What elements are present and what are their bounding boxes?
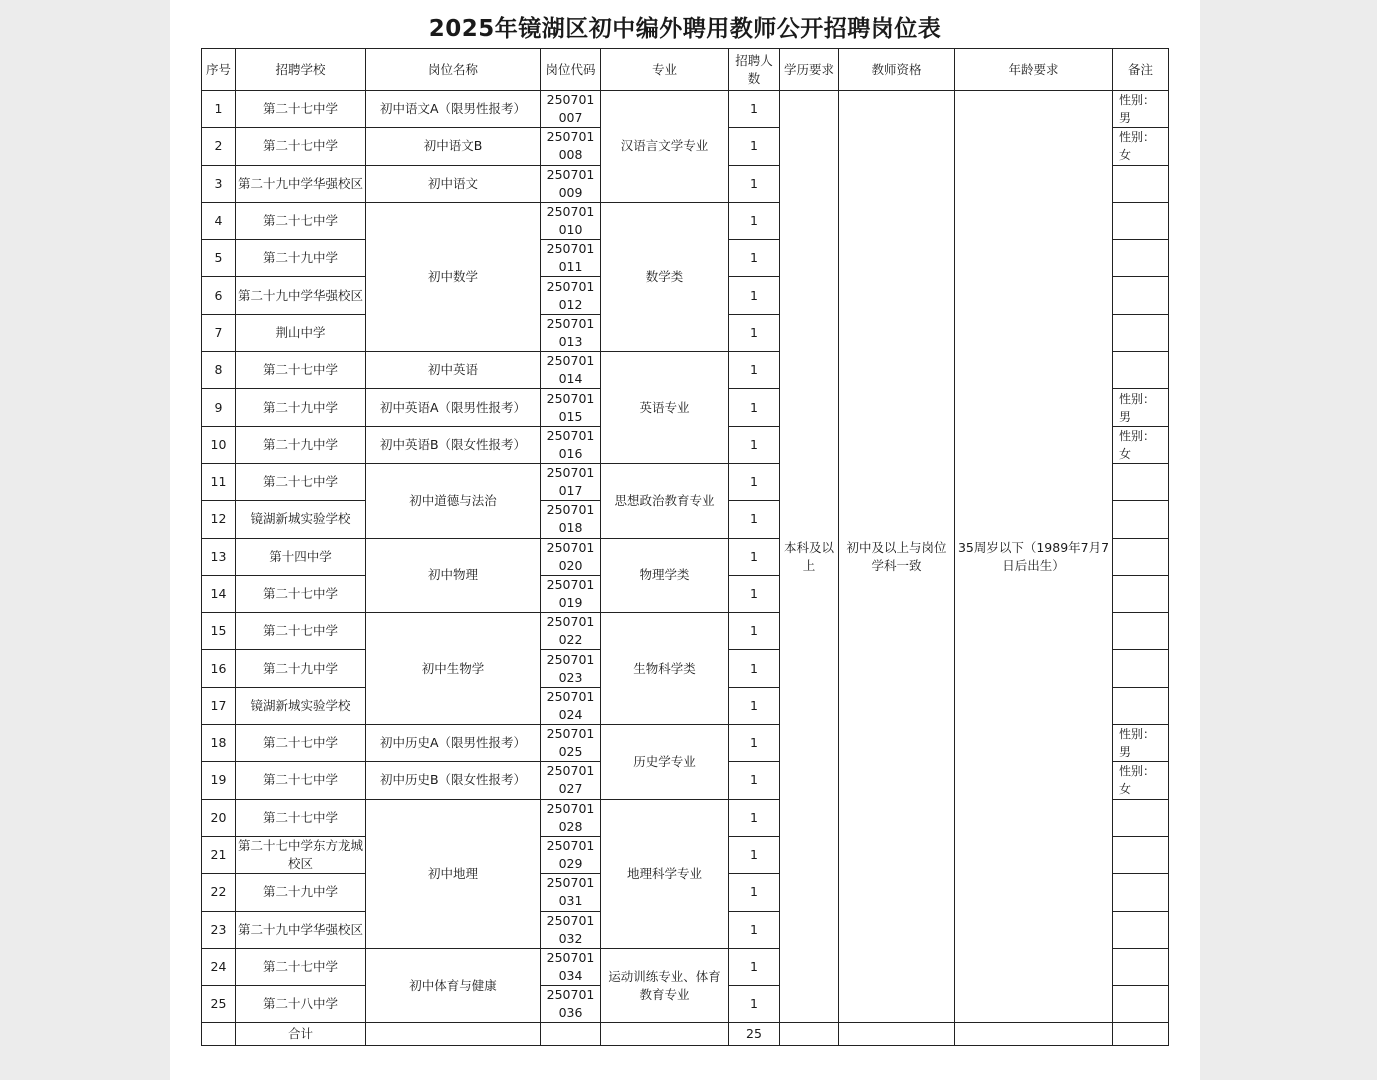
school-cell: 第十四中学 [236, 538, 366, 575]
table-body [202, 91, 1169, 1046]
count-cell: 1 [729, 986, 780, 1023]
major-cell: 英语专业 [601, 352, 729, 464]
code-cell: 250701 032 [541, 911, 601, 948]
seq-cell: 14 [202, 575, 236, 612]
code-cell: 250701 018 [541, 501, 601, 538]
count-cell: 1 [729, 575, 780, 612]
position-cell: 初中语文A（限男性报考） [366, 91, 541, 128]
seq-cell: 2 [202, 128, 236, 165]
remark-cell: 性别：女 [1113, 762, 1169, 799]
total-empty-cell [601, 1023, 729, 1046]
header-education: 学历要求 [780, 49, 839, 91]
remark-cell [1113, 463, 1169, 500]
remark-cell [1113, 799, 1169, 836]
code-cell: 250701 022 [541, 613, 601, 650]
position-cell: 初中道德与法治 [366, 463, 541, 538]
education-cell: 本科及以上 [780, 91, 839, 1023]
total-empty-cell [780, 1023, 839, 1046]
remark-cell [1113, 165, 1169, 202]
seq-cell: 23 [202, 911, 236, 948]
remark-cell [1113, 948, 1169, 985]
school-cell: 第二十八中学 [236, 986, 366, 1023]
count-cell: 1 [729, 463, 780, 500]
remark-cell: 性别：女 [1113, 426, 1169, 463]
major-cell: 生物科学类 [601, 613, 729, 725]
major-cell: 思想政治教育专业 [601, 463, 729, 538]
total-label: 合计 [236, 1023, 366, 1046]
code-cell: 250701 015 [541, 389, 601, 426]
count-cell: 1 [729, 911, 780, 948]
code-cell: 250701 008 [541, 128, 601, 165]
code-cell: 250701 029 [541, 836, 601, 873]
count-cell: 1 [729, 165, 780, 202]
total-empty-cell [541, 1023, 601, 1046]
seq-cell: 17 [202, 687, 236, 724]
remark-cell: 性别：男 [1113, 91, 1169, 128]
count-cell: 1 [729, 836, 780, 873]
code-cell: 250701 010 [541, 202, 601, 239]
remark-cell [1113, 874, 1169, 911]
seq-cell: 1 [202, 91, 236, 128]
school-cell: 第二十七中学 [236, 613, 366, 650]
school-cell: 第二十七中学 [236, 799, 366, 836]
count-cell: 1 [729, 501, 780, 538]
count-cell: 1 [729, 613, 780, 650]
school-cell: 第二十九中学华强校区 [236, 277, 366, 314]
remark-cell [1113, 650, 1169, 687]
count-cell: 1 [729, 948, 780, 985]
school-cell: 第二十七中学 [236, 463, 366, 500]
code-cell: 250701 028 [541, 799, 601, 836]
position-cell: 初中语文 [366, 165, 541, 202]
remark-cell [1113, 613, 1169, 650]
count-cell: 1 [729, 314, 780, 351]
count-cell: 1 [729, 538, 780, 575]
count-cell: 1 [729, 762, 780, 799]
school-cell: 第二十九中学华强校区 [236, 165, 366, 202]
school-cell: 第二十七中学 [236, 725, 366, 762]
major-cell: 运动训练专业、体育教育专业 [601, 948, 729, 1023]
total-count: 25 [729, 1023, 780, 1046]
count-cell: 1 [729, 426, 780, 463]
seq-cell: 21 [202, 836, 236, 873]
count-cell: 1 [729, 687, 780, 724]
remark-cell [1113, 352, 1169, 389]
code-cell: 250701 011 [541, 240, 601, 277]
count-cell: 1 [729, 725, 780, 762]
seq-cell: 25 [202, 986, 236, 1023]
remark-cell [1113, 911, 1169, 948]
seq-cell: 24 [202, 948, 236, 985]
total-empty-cell [366, 1023, 541, 1046]
school-cell: 第二十七中学东方龙城校区 [236, 836, 366, 873]
code-cell: 250701 012 [541, 277, 601, 314]
header-code: 岗位代码 [541, 49, 601, 91]
document-title: 2025年镜湖区初中编外聘用教师公开招聘岗位表 [428, 16, 942, 42]
school-cell: 第二十九中学 [236, 389, 366, 426]
count-cell: 1 [729, 277, 780, 314]
seq-cell: 15 [202, 613, 236, 650]
seq-cell: 8 [202, 352, 236, 389]
seq-cell: 11 [202, 463, 236, 500]
seq-cell: 10 [202, 426, 236, 463]
remark-cell: 性别：男 [1113, 725, 1169, 762]
school-cell: 第二十九中学 [236, 240, 366, 277]
header-age: 年龄要求 [955, 49, 1113, 91]
school-cell: 镜湖新城实验学校 [236, 501, 366, 538]
count-cell: 1 [729, 352, 780, 389]
code-cell: 250701 034 [541, 948, 601, 985]
seq-cell: 20 [202, 799, 236, 836]
code-cell: 250701 007 [541, 91, 601, 128]
position-cell: 初中历史B（限女性报考） [366, 762, 541, 799]
seq-cell: 13 [202, 538, 236, 575]
code-cell: 250701 036 [541, 986, 601, 1023]
header-position: 岗位名称 [366, 49, 541, 91]
header-school: 招聘学校 [236, 49, 366, 91]
remark-cell: 性别：女 [1113, 128, 1169, 165]
total-row [202, 1023, 1169, 1046]
position-cell: 初中英语 [366, 352, 541, 389]
count-cell: 1 [729, 202, 780, 239]
total-empty-cell [839, 1023, 955, 1046]
major-cell: 历史学专业 [601, 725, 729, 800]
header-major: 专业 [601, 49, 729, 91]
school-cell: 第二十七中学 [236, 762, 366, 799]
remark-cell [1113, 986, 1169, 1023]
school-cell: 第二十九中学 [236, 874, 366, 911]
position-cell: 初中生物学 [366, 613, 541, 725]
header-count: 招聘人数 [729, 49, 780, 91]
seq-cell: 7 [202, 314, 236, 351]
age-cell: 35周岁以下（1989年7月7日后出生） [955, 91, 1113, 1023]
seq-cell: 18 [202, 725, 236, 762]
major-cell: 汉语言文学专业 [601, 91, 729, 203]
remark-cell [1113, 314, 1169, 351]
qualification-cell: 初中及以上与岗位学科一致 [839, 91, 955, 1023]
remark-cell [1113, 836, 1169, 873]
document-page [170, 0, 1200, 1080]
school-cell: 第二十七中学 [236, 91, 366, 128]
seq-cell: 19 [202, 762, 236, 799]
seq-cell: 4 [202, 202, 236, 239]
school-cell: 第二十七中学 [236, 202, 366, 239]
code-cell: 250701 019 [541, 575, 601, 612]
total-seq-cell [202, 1023, 236, 1046]
school-cell: 第二十七中学 [236, 575, 366, 612]
school-cell: 第二十七中学 [236, 948, 366, 985]
code-cell: 250701 016 [541, 426, 601, 463]
count-cell: 1 [729, 389, 780, 426]
school-cell: 第二十七中学 [236, 352, 366, 389]
code-cell: 250701 031 [541, 874, 601, 911]
seq-cell: 3 [202, 165, 236, 202]
school-cell: 荆山中学 [236, 314, 366, 351]
remark-cell: 性别：男 [1113, 389, 1169, 426]
total-empty-cell [955, 1023, 1113, 1046]
position-cell: 初中数学 [366, 202, 541, 351]
count-cell: 1 [729, 91, 780, 128]
seq-cell: 5 [202, 240, 236, 277]
position-cell: 初中英语A（限男性报考） [366, 389, 541, 426]
total-empty-cell [1113, 1023, 1169, 1046]
count-cell: 1 [729, 240, 780, 277]
remark-cell [1113, 687, 1169, 724]
seq-cell: 16 [202, 650, 236, 687]
count-cell: 1 [729, 650, 780, 687]
remark-cell [1113, 501, 1169, 538]
remark-cell [1113, 240, 1169, 277]
position-cell: 初中体育与健康 [366, 948, 541, 1023]
position-cell: 初中地理 [366, 799, 541, 948]
school-cell: 第二十九中学 [236, 650, 366, 687]
position-cell: 初中语文B [366, 128, 541, 165]
code-cell: 250701 025 [541, 725, 601, 762]
recruitment-table [201, 48, 1169, 1046]
table-row [202, 91, 1169, 128]
remark-cell [1113, 575, 1169, 612]
seq-cell: 12 [202, 501, 236, 538]
count-cell: 1 [729, 874, 780, 911]
major-cell: 地理科学专业 [601, 799, 729, 948]
remark-cell [1113, 202, 1169, 239]
code-cell: 250701 023 [541, 650, 601, 687]
code-cell: 250701 024 [541, 687, 601, 724]
code-cell: 250701 009 [541, 165, 601, 202]
code-cell: 250701 027 [541, 762, 601, 799]
remark-cell [1113, 538, 1169, 575]
school-cell: 第二十七中学 [236, 128, 366, 165]
school-cell: 第二十九中学华强校区 [236, 911, 366, 948]
seq-cell: 22 [202, 874, 236, 911]
count-cell: 1 [729, 799, 780, 836]
header-seq: 序号 [202, 49, 236, 91]
seq-cell: 6 [202, 277, 236, 314]
count-cell: 1 [729, 128, 780, 165]
header-remarks: 备注 [1113, 49, 1169, 91]
code-cell: 250701 014 [541, 352, 601, 389]
position-cell: 初中英语B（限女性报考） [366, 426, 541, 463]
seq-cell: 9 [202, 389, 236, 426]
position-cell: 初中历史A（限男性报考） [366, 725, 541, 762]
school-cell: 第二十九中学 [236, 426, 366, 463]
school-cell: 镜湖新城实验学校 [236, 687, 366, 724]
code-cell: 250701 017 [541, 463, 601, 500]
major-cell: 数学类 [601, 202, 729, 351]
code-cell: 250701 013 [541, 314, 601, 351]
position-cell: 初中物理 [366, 538, 541, 613]
remark-cell [1113, 277, 1169, 314]
major-cell: 物理学类 [601, 538, 729, 613]
header-qualification: 教师资格 [839, 49, 955, 91]
table-header-row [202, 49, 1169, 91]
code-cell: 250701 020 [541, 538, 601, 575]
